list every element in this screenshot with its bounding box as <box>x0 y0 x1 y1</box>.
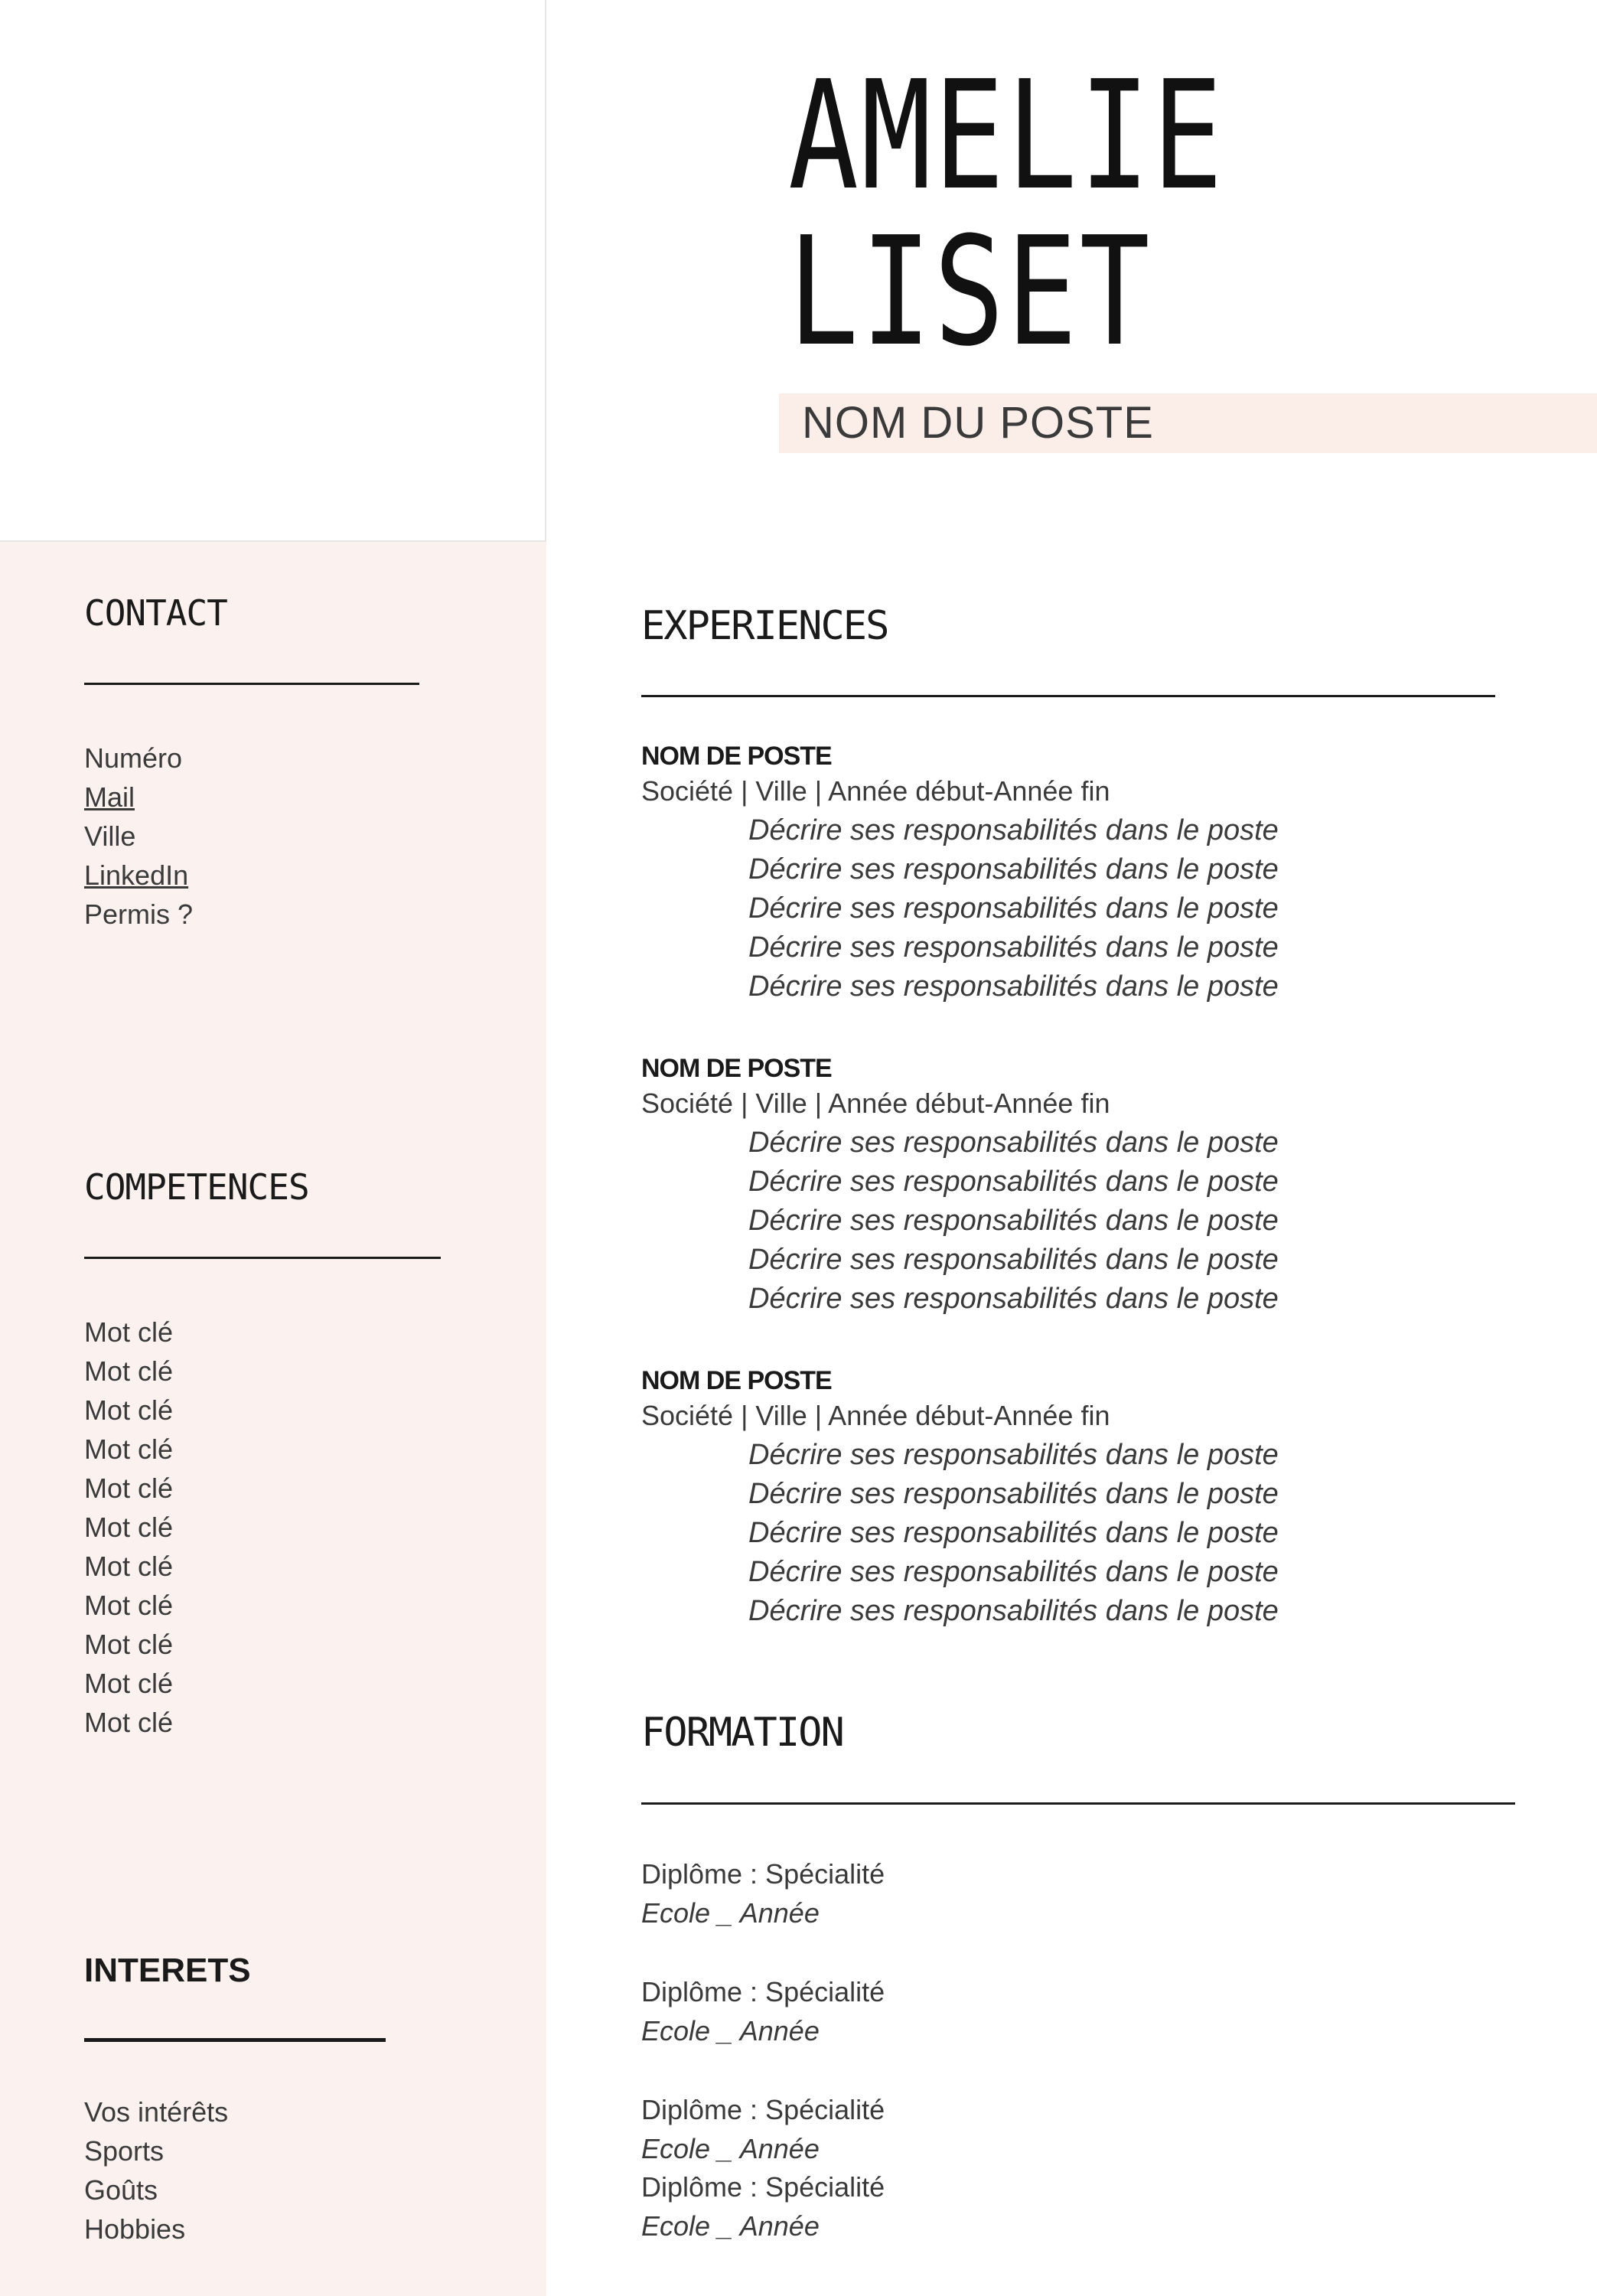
photo-placeholder <box>0 0 546 542</box>
job-meta: Société | Ville | Année début-Année fin <box>641 1400 1110 1431</box>
education-entry <box>641 2090 885 2168</box>
experiences-divider <box>641 695 1495 697</box>
interests-heading: INTERETS <box>84 1952 251 1989</box>
degree: Diplôme : Spécialité <box>641 2171 885 2203</box>
contact-divider <box>84 683 419 685</box>
education-heading: FORMATION <box>641 1710 843 1756</box>
skill-item: Mot clé <box>84 1668 174 1699</box>
skill-item: Mot clé <box>84 1394 174 1426</box>
contact-linkedin-link[interactable]: LinkedIn <box>84 859 189 891</box>
skill-item: Mot clé <box>84 1433 174 1465</box>
skill-item: Mot clé <box>84 1355 174 1387</box>
job-duty: Décrire ses responsabilités dans le poste <box>748 853 1279 885</box>
skill-item: Mot clé <box>84 1473 174 1504</box>
job-duty: Décrire ses responsabilités dans le poste <box>748 970 1279 1003</box>
job-duty: Décrire ses responsabilités dans le poste <box>748 1205 1279 1237</box>
job-name: NOM DE POSTE <box>641 1054 832 1083</box>
skills-divider <box>84 1257 441 1259</box>
interest-item: Hobbies <box>84 2213 186 2245</box>
education-entry <box>641 1972 885 2050</box>
interests-list <box>84 2092 386 2249</box>
education-divider <box>641 1802 1515 1805</box>
education-entry <box>641 1854 885 1932</box>
interest-item: Goûts <box>84 2174 158 2206</box>
job-duty: Décrire ses responsabilités dans le poste <box>748 1166 1279 1198</box>
school-year: Ecole _ Année <box>641 1897 820 1929</box>
skill-item: Mot clé <box>84 1707 174 1738</box>
interest-item: Sports <box>84 2135 165 2167</box>
job-name: NOM DE POSTE <box>641 1366 832 1395</box>
contact-mail-link[interactable]: Mail <box>84 781 135 813</box>
experience-entry <box>641 741 1279 1006</box>
job-duties <box>641 1124 1279 1319</box>
sidebar <box>0 542 546 2296</box>
skills-section <box>84 1166 441 1742</box>
degree: Diplôme : Spécialité <box>641 1858 885 1890</box>
degree: Diplôme : Spécialité <box>641 1976 885 2007</box>
job-duty: Décrire ses responsabilités dans le poste <box>748 1439 1279 1471</box>
contact-phone: Numéro <box>84 742 183 774</box>
skill-item: Mot clé <box>84 1590 174 1621</box>
contact-license: Permis ? <box>84 899 194 930</box>
contact-city: Ville <box>84 820 136 852</box>
school-year: Ecole _ Année <box>641 2210 820 2242</box>
contact-heading: CONTACT <box>84 592 227 634</box>
degree: Diplôme : Spécialité <box>641 2094 885 2125</box>
job-duty: Décrire ses responsabilités dans le poste <box>748 1556 1279 1588</box>
interests-section <box>84 1954 386 2249</box>
job-duty: Décrire ses responsabilités dans le poste <box>748 1595 1279 1627</box>
experience-entry <box>641 1365 1279 1631</box>
job-meta: Société | Ville | Année début-Année fin <box>641 1088 1110 1119</box>
contact-list <box>84 739 419 934</box>
experiences-heading: EXPERIENCES <box>641 603 888 649</box>
job-title: NOM DU POSTE <box>802 398 1154 448</box>
job-duty: Décrire ses responsabilités dans le poste <box>748 1517 1279 1549</box>
job-duty: Décrire ses responsabilités dans le poste <box>748 1127 1279 1159</box>
education-entry <box>641 2167 885 2245</box>
interest-item: Vos intérêts <box>84 2096 229 2128</box>
job-duty: Décrire ses responsabilités dans le poste <box>748 1244 1279 1276</box>
first-name: AMELIE <box>788 49 1225 223</box>
skills-heading: COMPETENCES <box>84 1166 309 1208</box>
job-duty: Décrire ses responsabilités dans le poste <box>748 892 1279 925</box>
job-duties <box>641 811 1279 1006</box>
skill-item: Mot clé <box>84 1316 174 1348</box>
last-name: LISET <box>788 205 1152 380</box>
skill-item: Mot clé <box>84 1551 174 1582</box>
job-duty: Décrire ses responsabilités dans le poste <box>748 931 1279 964</box>
experience-entry <box>641 1053 1279 1319</box>
skill-item: Mot clé <box>84 1629 174 1660</box>
contact-section <box>84 592 419 934</box>
job-meta: Société | Ville | Année début-Année fin <box>641 775 1110 807</box>
job-duty: Décrire ses responsabilités dans le poste <box>748 1478 1279 1510</box>
job-duty: Décrire ses responsabilités dans le poste <box>748 814 1279 846</box>
school-year: Ecole _ Année <box>641 2133 820 2164</box>
job-duty: Décrire ses responsabilités dans le poste <box>748 1283 1279 1315</box>
job-duties <box>641 1436 1279 1631</box>
skill-item: Mot clé <box>84 1512 174 1543</box>
school-year: Ecole _ Année <box>641 2015 820 2047</box>
job-name: NOM DE POSTE <box>641 742 832 771</box>
interests-divider <box>84 2038 386 2042</box>
skills-list <box>84 1313 441 1742</box>
